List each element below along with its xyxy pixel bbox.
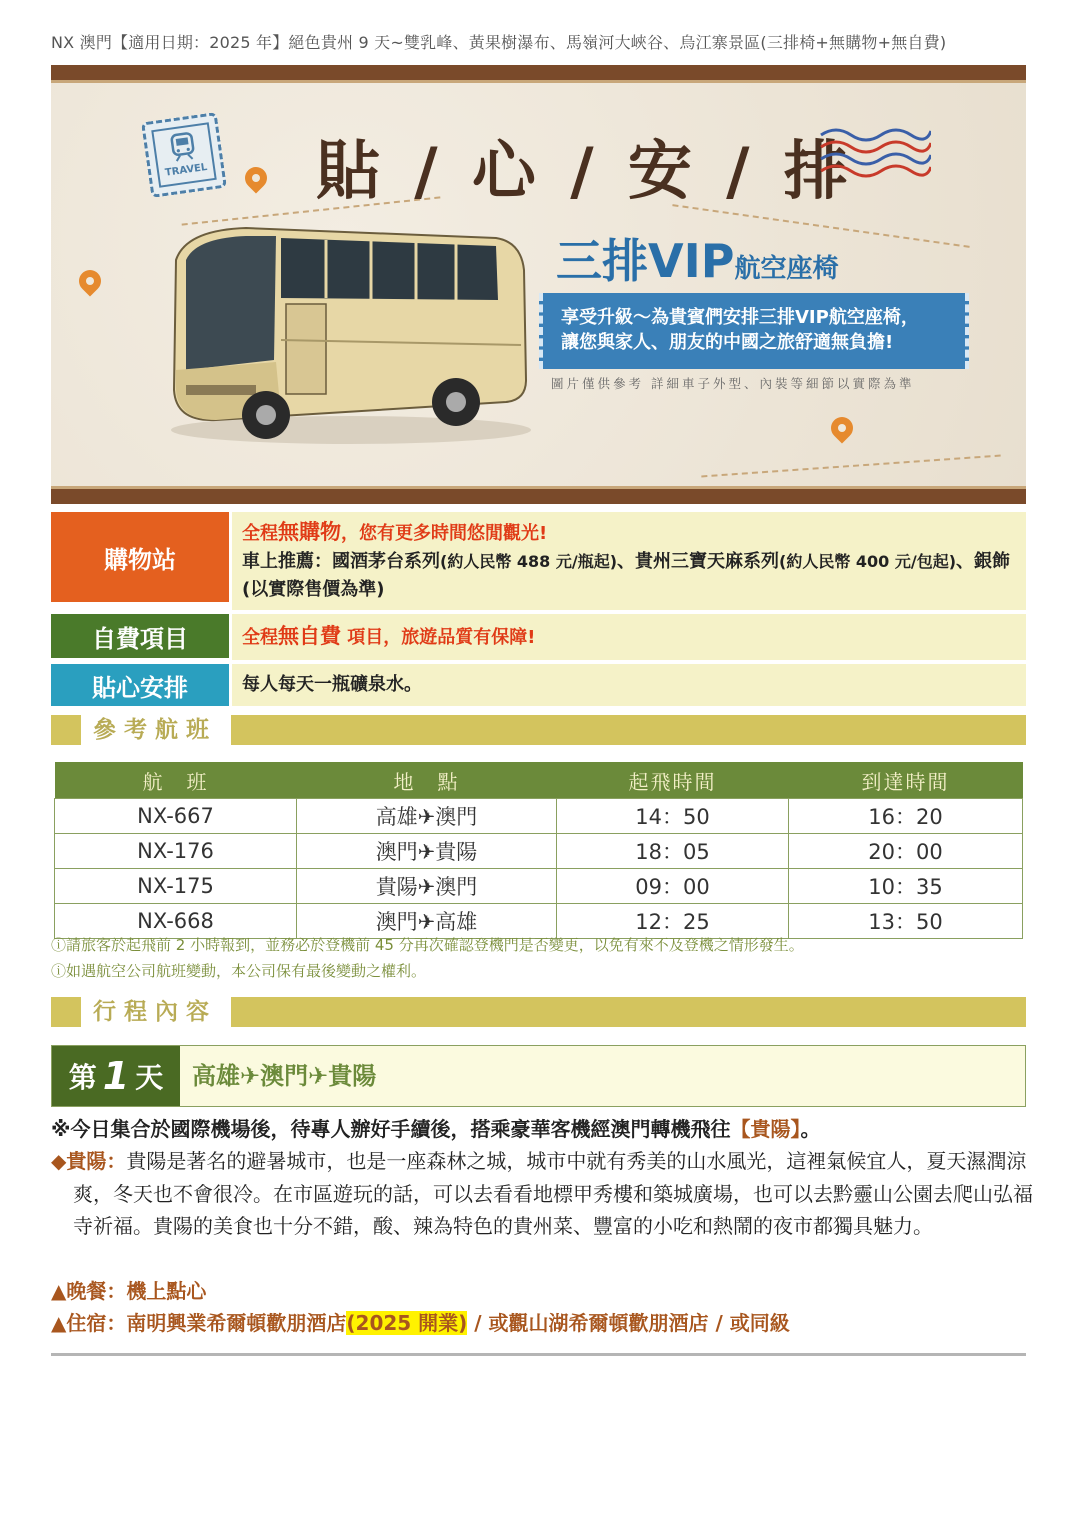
recommend-c: 、貴州三寶天麻系列: [617, 551, 780, 572]
shopping-row: [51, 512, 1026, 610]
intro-text: ※今日集合於國際機場後，待專人辦好手續後，搭乘豪華客機經澳門轉機飛往: [51, 1117, 731, 1141]
para-text: 貴陽是著名的避暑城市，也是一座森林之城，城市中就有秀美的山水風光，這裡氣候宜人，夏天濕潤涼爽，冬天也不會很冷。在市區遊玩的話，可以去看看地標甲秀樓和築城廣場，也可以去黔靈山公園去爬山弘福寺祈福。貴陽的美食也十分不錯，酸、辣為特色的貴州菜、豐富的小吃和熱鬧的夜市都獨具魅力。: [73, 1149, 1033, 1238]
arrival-time: 16：20: [789, 799, 1023, 834]
vip-big-text: 三排VIP: [556, 234, 735, 288]
optional-label: 自費項目: [51, 614, 229, 658]
column-header: 起飛時間: [557, 762, 789, 799]
table-row: [55, 869, 1023, 904]
hotel-opening-badge: (2025 開業): [346, 1311, 468, 1335]
itinerary-section-header: [51, 997, 1026, 1027]
care-content: 每人每天一瓶礦泉水。: [232, 664, 1026, 706]
column-header: 地 點: [297, 762, 557, 799]
divider: [51, 1353, 1026, 1356]
flights-section-header: [51, 715, 1026, 745]
guiyang-description: [51, 1145, 1048, 1243]
day-prefix: 第: [68, 1061, 97, 1094]
flight-number: NX-176: [55, 834, 297, 869]
optional-highlight: 無自費: [278, 624, 341, 648]
document-title: NX 澳門【適用日期：2025 年】絕色貴州 9 天~雙乳峰、黃果樹瀑布、馬嶺河大峽谷、烏江寨景區(三排椅+無購物+無自費): [51, 33, 947, 52]
bus-image: [156, 220, 536, 450]
care-label: 貼心安排: [51, 664, 229, 706]
train-icon: [163, 130, 203, 165]
shopping-highlight: 無購物: [278, 520, 341, 544]
arrival-time: 13：50: [789, 904, 1023, 939]
table-row: [55, 799, 1023, 834]
day-route: 高雄✈澳門✈貴陽: [192, 1062, 377, 1090]
day-number-label: [52, 1046, 180, 1106]
flight-number: NX-175: [55, 869, 297, 904]
flights-section-title: 參考航班: [51, 715, 231, 745]
hotel-primary: ▲住宿：南明興業希爾頓歡朋酒店: [51, 1311, 347, 1335]
promo-banner: [51, 65, 1026, 504]
banner-title: 貼 / 心 / 安 / 排: [316, 134, 854, 209]
vip-small-text: 航空座椅: [734, 254, 839, 284]
itinerary-section-title: 行程內容: [51, 997, 231, 1027]
shopping-post: ，您有更多時間悠閒觀光!: [341, 523, 548, 544]
arrival-time: 10：35: [789, 869, 1023, 904]
vip-desc-line1: 享受升級～為貴賓們安排三排VIP航空座椅，: [561, 307, 919, 328]
flight-number: NX-667: [55, 799, 297, 834]
flight-route: 貴陽✈澳門: [297, 869, 557, 904]
para-heading: ◆貴陽：: [51, 1149, 127, 1173]
optional-post: 項目，旅遊品質有保障!: [341, 627, 536, 648]
flights-header-row: [55, 762, 1023, 799]
shopping-content: [232, 512, 1026, 610]
flight-note-checkin: ⓘ請旅客於起飛前 2 小時報到，並務必於登機前 45 分再次確認登機門是否變更，以免有來不及登機之情形發生。: [51, 936, 804, 954]
table-row: [55, 834, 1023, 869]
stamp-text: TRAVEL: [164, 161, 208, 179]
vip-desc-line2: 讓您與家人、朋友的中國之旅舒適無負擔!: [561, 332, 894, 353]
optional-content: [232, 614, 1026, 660]
day-suffix: 天: [135, 1061, 164, 1094]
day-1-header: [51, 1045, 1026, 1107]
travel-stamp-icon: [141, 112, 227, 198]
recommend-a: 車上推薦：國酒茅台系列: [242, 551, 440, 572]
recommend-d: (約人民幣 400 元/包起): [779, 552, 957, 571]
day-num: 1: [102, 1054, 130, 1098]
column-header: 到達時間: [789, 762, 1023, 799]
recommend-e: 、銀飾(以實際售價為準): [242, 551, 1011, 600]
departure-time: 14：50: [557, 799, 789, 834]
hotel-info: [51, 1307, 1026, 1336]
flight-route: 澳門✈高雄: [297, 904, 557, 939]
flights-table: [54, 762, 1023, 939]
info-table: [51, 512, 1026, 710]
hotel-alternatives: / 或觀山湖希爾頓歡朋酒店 / 或同級: [467, 1311, 790, 1335]
optional-pre: 全程: [242, 627, 278, 648]
intro-destination: 【貴陽】: [730, 1117, 801, 1141]
vip-description-box: [539, 293, 969, 369]
image-reference-note: 圖片僅供參考 詳細車子外型、內裝等細節以實際為準: [551, 376, 915, 391]
flight-route: 高雄✈澳門: [297, 799, 557, 834]
day-intro: [51, 1113, 1026, 1142]
shopping-pre: 全程: [242, 523, 278, 544]
departure-time: 18：05: [557, 834, 789, 869]
airmail-waves-icon: [816, 123, 931, 183]
care-row: [51, 664, 1026, 706]
flight-number: NX-668: [55, 904, 297, 939]
recommend-b: (約人民幣 488 元/瓶起): [440, 552, 618, 571]
optional-row: [51, 614, 1026, 660]
arrival-time: 20：00: [789, 834, 1023, 869]
dinner-info: ▲晚餐：機上點心: [51, 1279, 207, 1303]
departure-time: 12：25: [557, 904, 789, 939]
shopping-label: 購物站: [51, 512, 229, 602]
banner-top-border: [51, 65, 1026, 83]
intro-end: 。: [800, 1117, 821, 1141]
vip-seat-title: [556, 225, 838, 291]
departure-time: 09：00: [557, 869, 789, 904]
column-header: 航 班: [55, 762, 297, 799]
banner-bottom-border: [51, 486, 1026, 504]
flight-route: 澳門✈貴陽: [297, 834, 557, 869]
flight-note-changes: ⓘ如遇航空公司航班變動，本公司保有最後變動之權利。: [51, 962, 427, 980]
